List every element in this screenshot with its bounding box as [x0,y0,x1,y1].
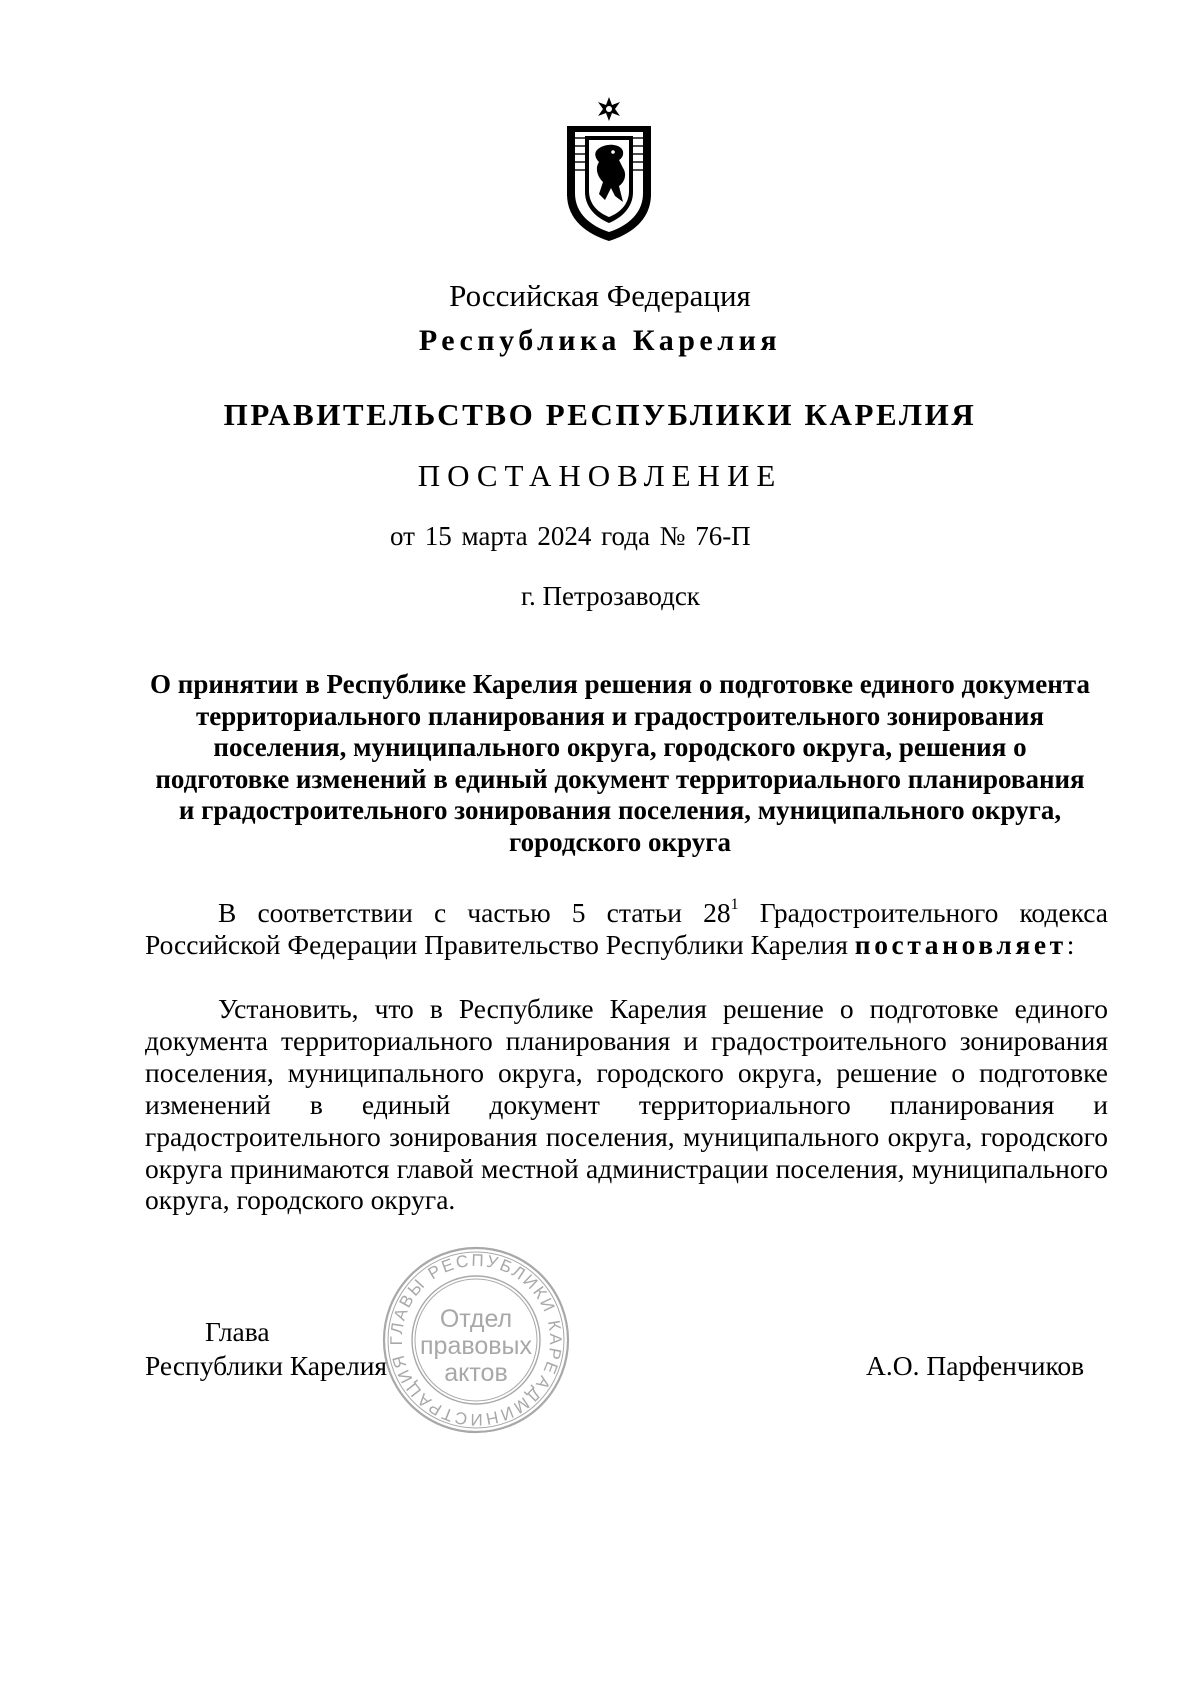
signature-name: А.О. Парфенчиков [866,1350,1085,1381]
country-name: Российская Федерация [449,278,751,313]
stamp-ring-text: АДМИНИСТРАЦИЯ ГЛАВЫ РЕСПУБЛИКИ КАРЕЛИЯ [386,1250,566,1430]
preamble-text-start: В соответствии с частью 5 статьи 28 [218,897,731,928]
keyword-postanovlyaet: постановляет [854,928,1067,960]
legal-department-stamp [376,1240,576,1440]
paragraph-preamble [145,897,1108,961]
karelia-coat-of-arms-icon [561,96,657,242]
republic-name: Республика Карелия [418,324,782,357]
signature-position: Глава [205,1316,270,1347]
document-date-number: от 15 марта 2024 года № 76-П [390,521,751,551]
paragraph-resolution: Установить, что в Республике Карелия решение о подготовке единого документа территориального планирования и градостроительного зонирования поселения, муниципального округа, городского округа, решение о подготовке изменений в единый документ территориального планирования и градостроительного зонирования поселения, муниципального округа, городского округа принимаются главой местной администрации поселения, муниципального округа, городского округа. [145,993,1108,1216]
preamble-colon: : [1066,928,1075,960]
document-title: О принятии в Республике Карелия решения о подготовке единого документа территориального планирования и градостроительного зонирования поселения, муниципального округа, городского округа, решения о подготовке изменений в единый документ территориального планирования и градостроительного зонирования поселения, муниципального округа, городского округа [150,669,1090,857]
government-name: ПРАВИТЕЛЬСТВО РЕСПУБЛИКИ КАРЕЛИЯ [223,397,977,432]
stamp-line-1: Отдел [439,1305,513,1333]
stamp-line-3: актов [444,1359,508,1387]
stamp-line-2: правовых [420,1332,532,1360]
document-city: г. Петрозаводск [521,581,700,611]
star-icon [598,97,620,121]
signature-organization: Республики Карелия [145,1350,388,1381]
document-type: ПОСТАНОВЛЕНИЕ [417,458,783,493]
article-superscript: 1 [730,896,739,913]
preamble-text-middle: Градостроительного кодекса Российской Федерации Правительство Республики Карелия [145,897,1109,960]
